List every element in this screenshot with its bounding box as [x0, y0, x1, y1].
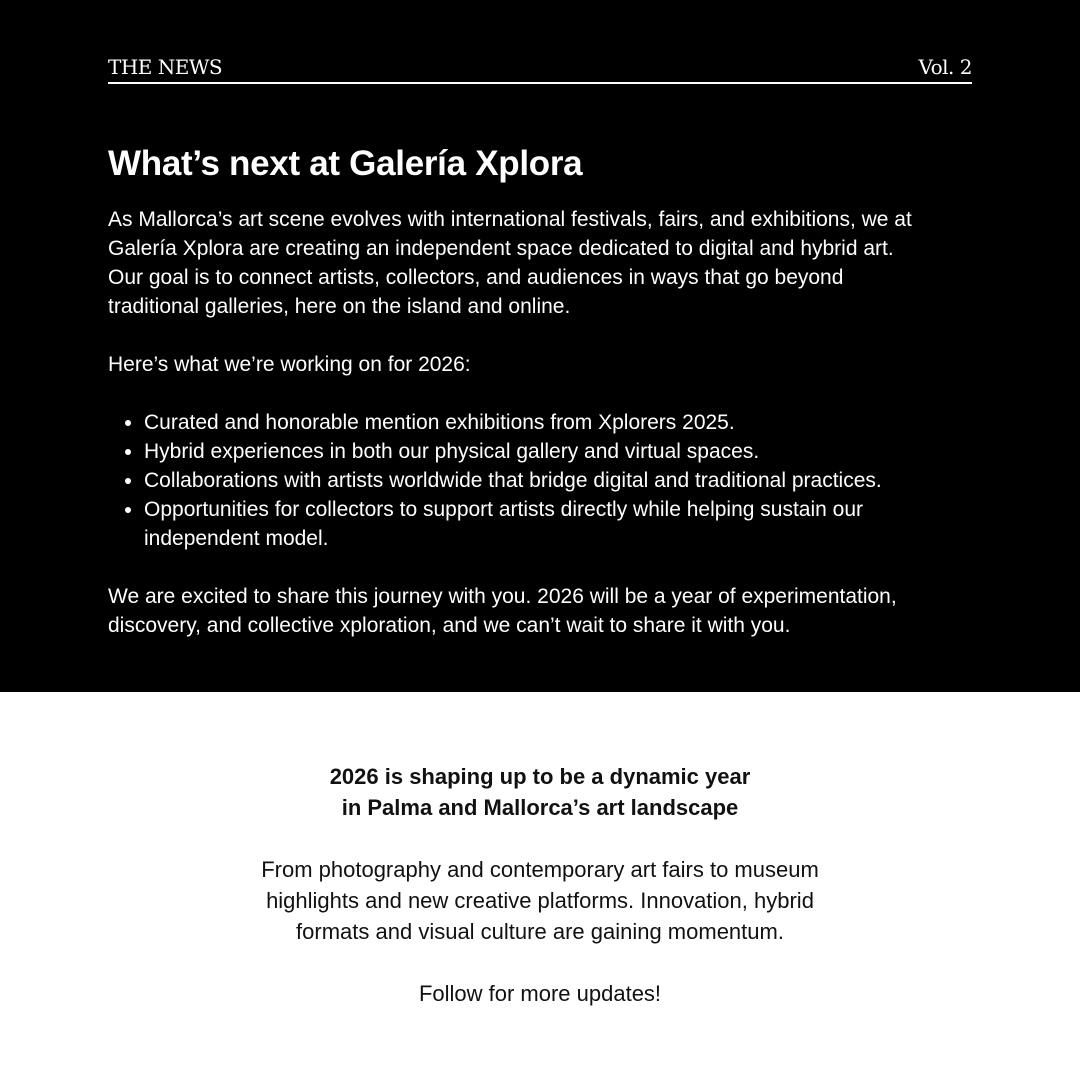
outlook-line: From photography and contemporary art fairs to museum [261, 857, 819, 882]
intro-line: Galería Xplora are creating an independent space dedicated to digital and hybrid art. [108, 237, 894, 260]
closing-line: discovery, and collective xploration, and we can’t wait to share it with you. [108, 614, 791, 637]
follow-cta: Follow for more updates! [418, 981, 662, 1006]
masthead [108, 54, 972, 84]
volume-label: Vol. 2 [918, 55, 972, 79]
outlook-title [0, 761, 1080, 823]
list-item: • Hybrid experiences in both our physical gallery and virtual spaces. [144, 437, 978, 466]
intro-line: Our goal is to connect artists, collectors, and audiences in ways that go beyond [108, 266, 844, 289]
closing-paragraph [108, 582, 978, 640]
lead-in: Here’s what we’re working on for 2026: [108, 353, 471, 376]
outlook-line: formats and visual culture are gaining momentum. [296, 919, 784, 944]
outlook-line: highlights and new creative platforms. Innovation, hybrid [266, 888, 814, 913]
article-body [108, 205, 978, 640]
outlook-title-line: 2026 is shaping up to be a dynamic year [329, 764, 751, 789]
list-item: • Collaborations with artists worldwide that bridge digital and traditional practices. [144, 466, 978, 495]
intro-line: As Mallorca’s art scene evolves with international festivals, fairs, and exhibitions, we at [108, 208, 912, 231]
plans-list [108, 408, 978, 553]
closing-line: We are excited to share this journey with you. 2026 will be a year of experimentation, [108, 585, 897, 608]
intro-paragraph [108, 205, 978, 321]
outlook-title-line: in Palma and Mallorca’s art landscape [341, 795, 739, 820]
intro-line: traditional galleries, here on the island and online. [108, 295, 571, 318]
outlook-panel [0, 692, 1080, 1080]
masthead-title: THE NEWS [108, 55, 223, 79]
list-item: • Curated and honorable mention exhibitions from Xplorers 2025. [144, 408, 978, 437]
outlook-body [0, 854, 1080, 947]
list-item: • Opportunities for collectors to support artists directly while helping sustain our independent model. [144, 495, 978, 553]
article-headline: What’s next at Galería Xplora [108, 144, 583, 183]
